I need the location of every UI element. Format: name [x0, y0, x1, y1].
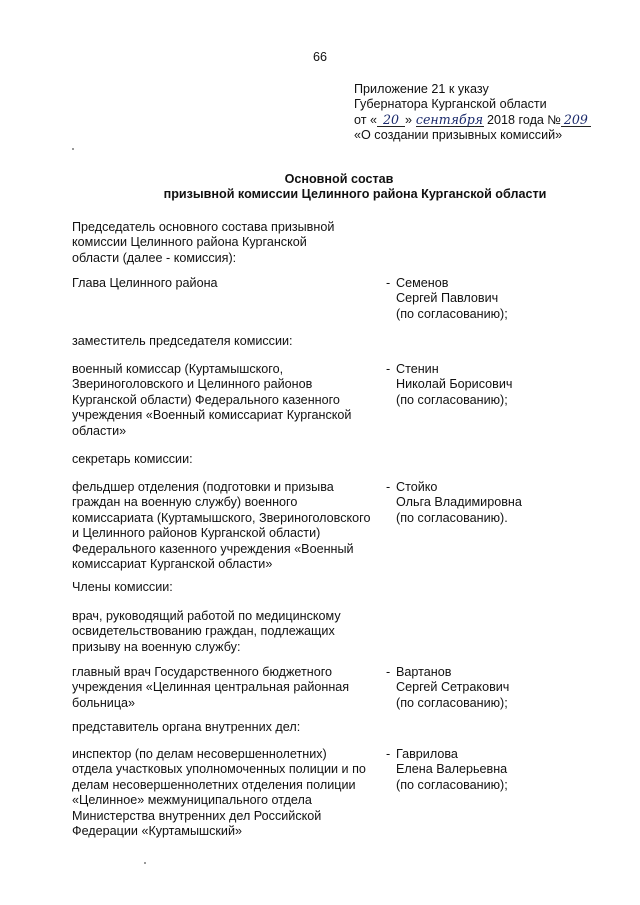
role-line: делам несовершеннолетних отделения полиции	[72, 777, 356, 792]
name-line	[386, 747, 586, 762]
doctor-name	[386, 665, 586, 711]
name-line	[386, 276, 586, 291]
surname: Гаврилова	[396, 747, 458, 761]
dash: -	[386, 276, 391, 290]
date-suffix: 2018 года №	[487, 112, 561, 127]
secretary-name	[386, 480, 586, 526]
name-line	[386, 665, 586, 680]
surname: Вартанов	[396, 665, 452, 679]
agreement-note: (по согласованию).	[396, 510, 508, 525]
surname: Семенов	[396, 276, 449, 290]
intro-line: комиссии Целинного района Курганской	[72, 235, 307, 250]
role-line: инспектор (по делам несовершеннолетних)	[72, 747, 327, 761]
role-line: фельдшер отделения (подготовки и призыва	[72, 480, 334, 494]
title-line-1: Основной состав	[284, 172, 394, 186]
role-line: «Целинное» межмуниципального отдела	[72, 793, 312, 808]
given-names: Ольга Владимировна	[396, 495, 522, 510]
police-heading: представитель органа внутренних дел:	[72, 720, 301, 734]
intro-line: области (далее - комиссия):	[72, 250, 237, 265]
role-line: комиссариат Курганской области»	[72, 557, 273, 572]
role-line: учреждения «Целинная центральная районная	[72, 680, 350, 695]
doctor-role	[72, 665, 382, 711]
deputy-name	[386, 362, 586, 408]
role-line: граждан на военную службу) военного	[72, 495, 298, 510]
document-title	[0, 172, 640, 203]
police-name	[386, 747, 586, 793]
given-names: Николай Борисович	[396, 377, 513, 392]
date-prefix: от «	[354, 112, 377, 127]
role-line: Министерства внутренних дел Российской	[72, 808, 322, 823]
name-line	[386, 362, 586, 377]
appendix-line-4: «О создании призывных комиссий»	[354, 128, 563, 143]
role-line: больница»	[72, 695, 136, 710]
appendix-line-2: Губернатора Курганской области	[354, 97, 547, 112]
handwritten-number: 209	[561, 113, 591, 127]
role-line: комиссариата (Куртамышского, Звериноголовского	[72, 510, 371, 525]
chair-role	[72, 276, 382, 291]
given-names: Елена Валерьевна	[396, 762, 508, 777]
scan-speck	[144, 862, 146, 864]
heading-line: освидетельствованию граждан, подлежащих	[72, 624, 335, 639]
members-heading: Члены комиссии:	[72, 580, 173, 594]
intro-line: Председатель основного состава призывной	[72, 220, 335, 234]
appendix-line-1: Приложение 21 к указу	[354, 82, 489, 96]
role-line: главный врач Государственного бюджетного	[72, 665, 333, 679]
role-line: Звериноголовского и Целинного районов	[72, 377, 313, 392]
role-line: и Целинного районов Курганской области)	[72, 526, 321, 541]
role-line: Федерации «Куртамышский»	[72, 824, 242, 839]
dash: -	[386, 665, 391, 679]
secretary-role	[72, 480, 384, 572]
heading-line: призыву на военную службу:	[72, 639, 241, 654]
date-mid: »	[405, 112, 413, 127]
agreement-note: (по согласованию);	[396, 392, 508, 407]
secretary-heading: секретарь комиссии:	[72, 452, 193, 466]
agreement-note: (по согласованию);	[396, 695, 508, 710]
role-line: Федерального казенного учреждения «Военный	[72, 541, 354, 556]
chair-name	[386, 276, 586, 322]
title-line-2: призывной комиссии Целинного района Курганской области	[163, 187, 547, 202]
given-names: Сергей Павлович	[396, 291, 499, 306]
role-line: учреждения «Военный комиссариат Курганской	[72, 408, 352, 423]
page-number: 66	[312, 50, 327, 64]
role-line: отдела участковых уполномоченных полиции и по	[72, 762, 366, 777]
police-role	[72, 747, 384, 839]
appendix-date-line	[354, 113, 624, 128]
intro-paragraph	[72, 220, 582, 266]
agreement-note: (по согласованию);	[396, 306, 508, 321]
role-line: военный комиссар (Куртамышского,	[72, 362, 284, 376]
surname: Стенин	[396, 362, 439, 376]
heading-line: врач, руководящий работой по медицинскому	[72, 609, 341, 623]
role-line: Курганской области) Федерального казенного	[72, 392, 340, 407]
given-names: Сергей Сетракович	[396, 680, 510, 695]
appendix-header	[354, 82, 624, 144]
deputy-role	[72, 362, 382, 439]
role-line: области»	[72, 423, 127, 438]
deputy-heading: заместитель председателя комиссии:	[72, 334, 293, 348]
dash: -	[386, 747, 391, 761]
handwritten-month: сентября	[415, 111, 484, 127]
surname: Стойко	[396, 480, 438, 494]
dash: -	[386, 362, 391, 376]
role-line: Глава Целинного района	[72, 276, 218, 290]
name-line	[386, 480, 586, 495]
doctor-heading	[72, 609, 582, 655]
scan-speck	[72, 148, 74, 150]
agreement-note: (по согласованию);	[396, 777, 508, 792]
dash: -	[386, 480, 391, 494]
handwritten-day: 20	[377, 113, 405, 127]
